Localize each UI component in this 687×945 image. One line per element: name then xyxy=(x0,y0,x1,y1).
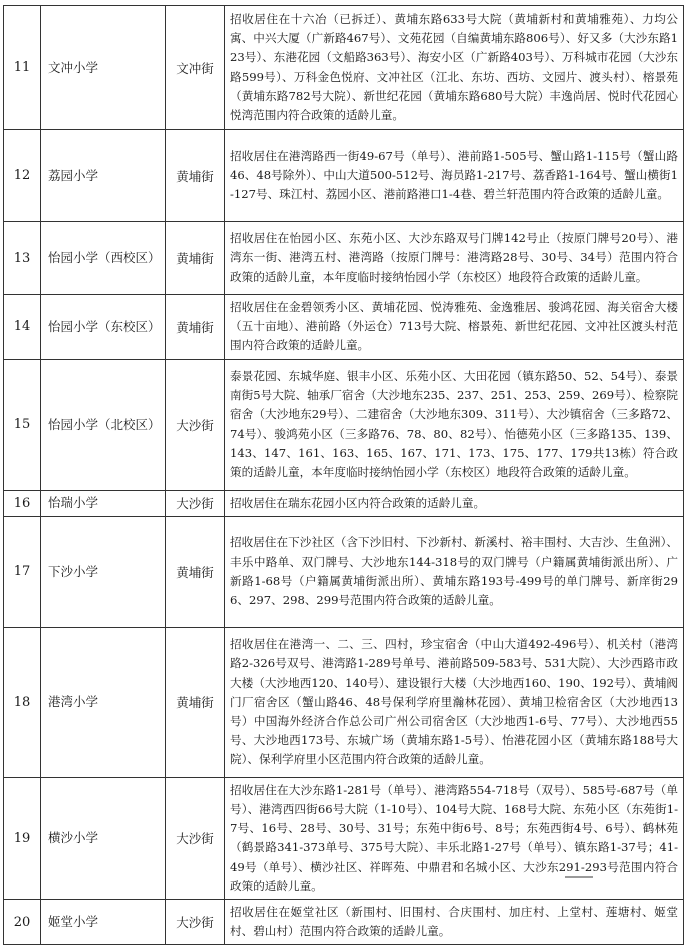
school-name: 怡园小学（北校区） xyxy=(41,359,166,490)
table-row xyxy=(4,627,684,777)
row-number: 18 xyxy=(4,627,41,777)
enrollment-scope: 招收居住在下沙社区（含下沙旧村、下沙新村、新溪村、裕丰围村、大吉沙、生鱼洲）、丰乐中路单、双门牌号、大沙地东144-318号的双门牌号（户籍属黄埔街派出所）、广新路1-68号（户籍属黄埔街派出所）、黄埔东路193号-499号的单门牌号、新庠街296、297、298、299号范围内符合政策的适龄儿童。 xyxy=(225,516,684,627)
row-number: 14 xyxy=(4,295,41,360)
row-number: 20 xyxy=(4,900,41,945)
school-name: 姬堂小学 xyxy=(41,900,166,945)
street-name: 黄埔街 xyxy=(166,516,225,627)
table-row xyxy=(4,222,684,295)
enrollment-scope: 招收居住在港湾一、二、三、四村，珍宝宿舍（中山大道492-496号）、机关村（港湾路2-326号双号、港湾路1-289号单号、港前路509-583号、531大院）、大沙西路市政大楼（大沙地西120、140号）、建设银行大楼（大沙地西160、190、192号）、黄埔阀门厂宿舍区（蟹山路46、48号保利学府里瀚林花园）、黄埔卫检宿舍区（大沙地西13号）中国海外经济合作总公司广州公司宿舍区（大沙地西1-6号、77号）、大沙地西55号、大沙地西173号、东城广场（黄埔东路1-5号）、怡港花园小区（黄埔东路188号大院）、保利学府里小区范围内符合政策的适龄儿童。 xyxy=(225,627,684,777)
school-name: 荔园小学 xyxy=(41,130,166,222)
street-name: 大沙街 xyxy=(166,900,225,945)
row-number: 12 xyxy=(4,130,41,222)
street-name: 大沙街 xyxy=(166,359,225,490)
table-row xyxy=(4,130,684,222)
enrollment-scope: 招收居住在十六冶（已拆迁）、黄埔东路633号大院（黄埔新村和黄埔雅苑）、力均公寓、中兴大厦（广新路467号）、文苑花园（自编黄埔东路806号）、好又多（大沙东路123号）、东港花园（文船路363号）、海安小区（广新路403号）、万科城市花园（大沙东路599号）、万科金色悦府、文冲社区（江北、东坊、西坊、文园片、渡头村）、榕景苑（黄埔东路782号大院）、新世纪花园（黄埔东路680号大院）丰逸尚居、悦时代花园心悦湾范围内符合政策的适龄儿童。 xyxy=(225,6,684,130)
street-name: 黄埔街 xyxy=(166,295,225,360)
row-number: 19 xyxy=(4,777,41,899)
enrollment-scope: 招收居住在港湾路西一街49-67号（单号）、港前路1-505号、蟹山路1-115号（蟹山路46、48号除外）、中山大道500-512号、海员路1-217号、荔香路1-164号、蟹山横街1-127号、珠江村、荔园小区、港前路港口1-4巷、碧兰轩范围内符合政策的适龄儿童。 xyxy=(225,130,684,222)
street-name: 黄埔街 xyxy=(166,130,225,222)
table-row xyxy=(4,359,684,490)
table-row xyxy=(4,6,684,130)
row-number: 17 xyxy=(4,516,41,627)
enrollment-scope: 招收居住在怡园小区、东苑小区、大沙东路双号门牌142号止（按原门牌号20号）、港湾东一街、港湾五村、港湾路（按原门牌号：港湾路28号、30号、34号）范围内符合政策的适龄儿童，本年度临时接纳怡园小学（东校区）地段符合政策的适龄儿童。 xyxy=(225,222,684,295)
enrollment-scope: 招收居住在大沙东路1-281号（单号）、港湾路554-718号（双号）、585号-687号（单号）、港湾西四街66号大院（1-10号）、104号大院、168号大院、东苑小区（东苑街1-7号、16号、28号、30号、31号；东苑中街6号、8号；东苑西街4号、6号）、鹤林苑（鹤景路341-373单号、375号大院）、丰乐北路1-27号（单号）、镇东路1-37号；41-49号（单号）、横沙社区、祥晖苑、中鼎君和名城小区、大沙东291-293号范围内符合政策的适龄儿童。 xyxy=(225,777,684,899)
street-name: 黄埔街 xyxy=(166,627,225,777)
row-number: 13 xyxy=(4,222,41,295)
table-row xyxy=(4,900,684,945)
street-name: 黄埔街 xyxy=(166,222,225,295)
school-name: 怡瑞小学 xyxy=(41,490,166,516)
street-name: 大沙街 xyxy=(166,490,225,516)
street-name: 大沙街 xyxy=(166,777,225,899)
school-name: 怡园小学（西校区） xyxy=(41,222,166,295)
school-district-table xyxy=(3,5,684,945)
enrollment-scope: 泰景花园、东城华庭、银丰小区、乐苑小区、大田花园（镇东路50、52、54号）、泰景南街5号大院、轴承厂宿舍（大沙地东235、237、251、253、259、269号）、检察院宿舍（大沙地东29号）、二建宿舍（大沙地东309、311号）、大沙镇宿舍（三多路72、74号）、骏鸿苑小区（三多路76、78、80、82号）、怡德苑小区（三多路135、139、143、147、161、163、165、167、171、173、175、177、179共13栋）符合政策的适龄儿童，本年度临时接纳怡园小学（东校区）地段符合政策的适龄儿童。 xyxy=(225,359,684,490)
school-name: 下沙小学 xyxy=(41,516,166,627)
row-number: 15 xyxy=(4,359,41,490)
page-number-mark xyxy=(565,876,593,878)
school-name: 文冲小学 xyxy=(41,6,166,130)
table-row xyxy=(4,295,684,360)
table-row xyxy=(4,490,684,516)
school-name: 怡园小学（东校区） xyxy=(41,295,166,360)
school-name: 港湾小学 xyxy=(41,627,166,777)
enrollment-scope: 招收居住在瑞东花园小区内符合政策的适龄儿童。 xyxy=(225,490,684,516)
enrollment-scope: 招收居住在金碧领秀小区、黄埔花园、悦涛雅苑、金逸雅居、骏鸿花园、海关宿舍大楼（五十亩地）、港前路（外运仓）713号大院、榕景苑、新世纪花园、文冲社区渡头村范围内符合政策的适龄儿童。 xyxy=(225,295,684,360)
table-row xyxy=(4,516,684,627)
row-number: 16 xyxy=(4,490,41,516)
enrollment-scope: 招收居住在姬堂社区（新围村、旧围村、合庆围村、加庄村、上堂村、莲塘村、姬堂村、碧山村）范围内符合政策的适龄儿童。 xyxy=(225,900,684,945)
street-name: 文冲街 xyxy=(166,6,225,130)
school-name: 横沙小学 xyxy=(41,777,166,899)
table-row xyxy=(4,777,684,899)
row-number: 11 xyxy=(4,6,41,130)
